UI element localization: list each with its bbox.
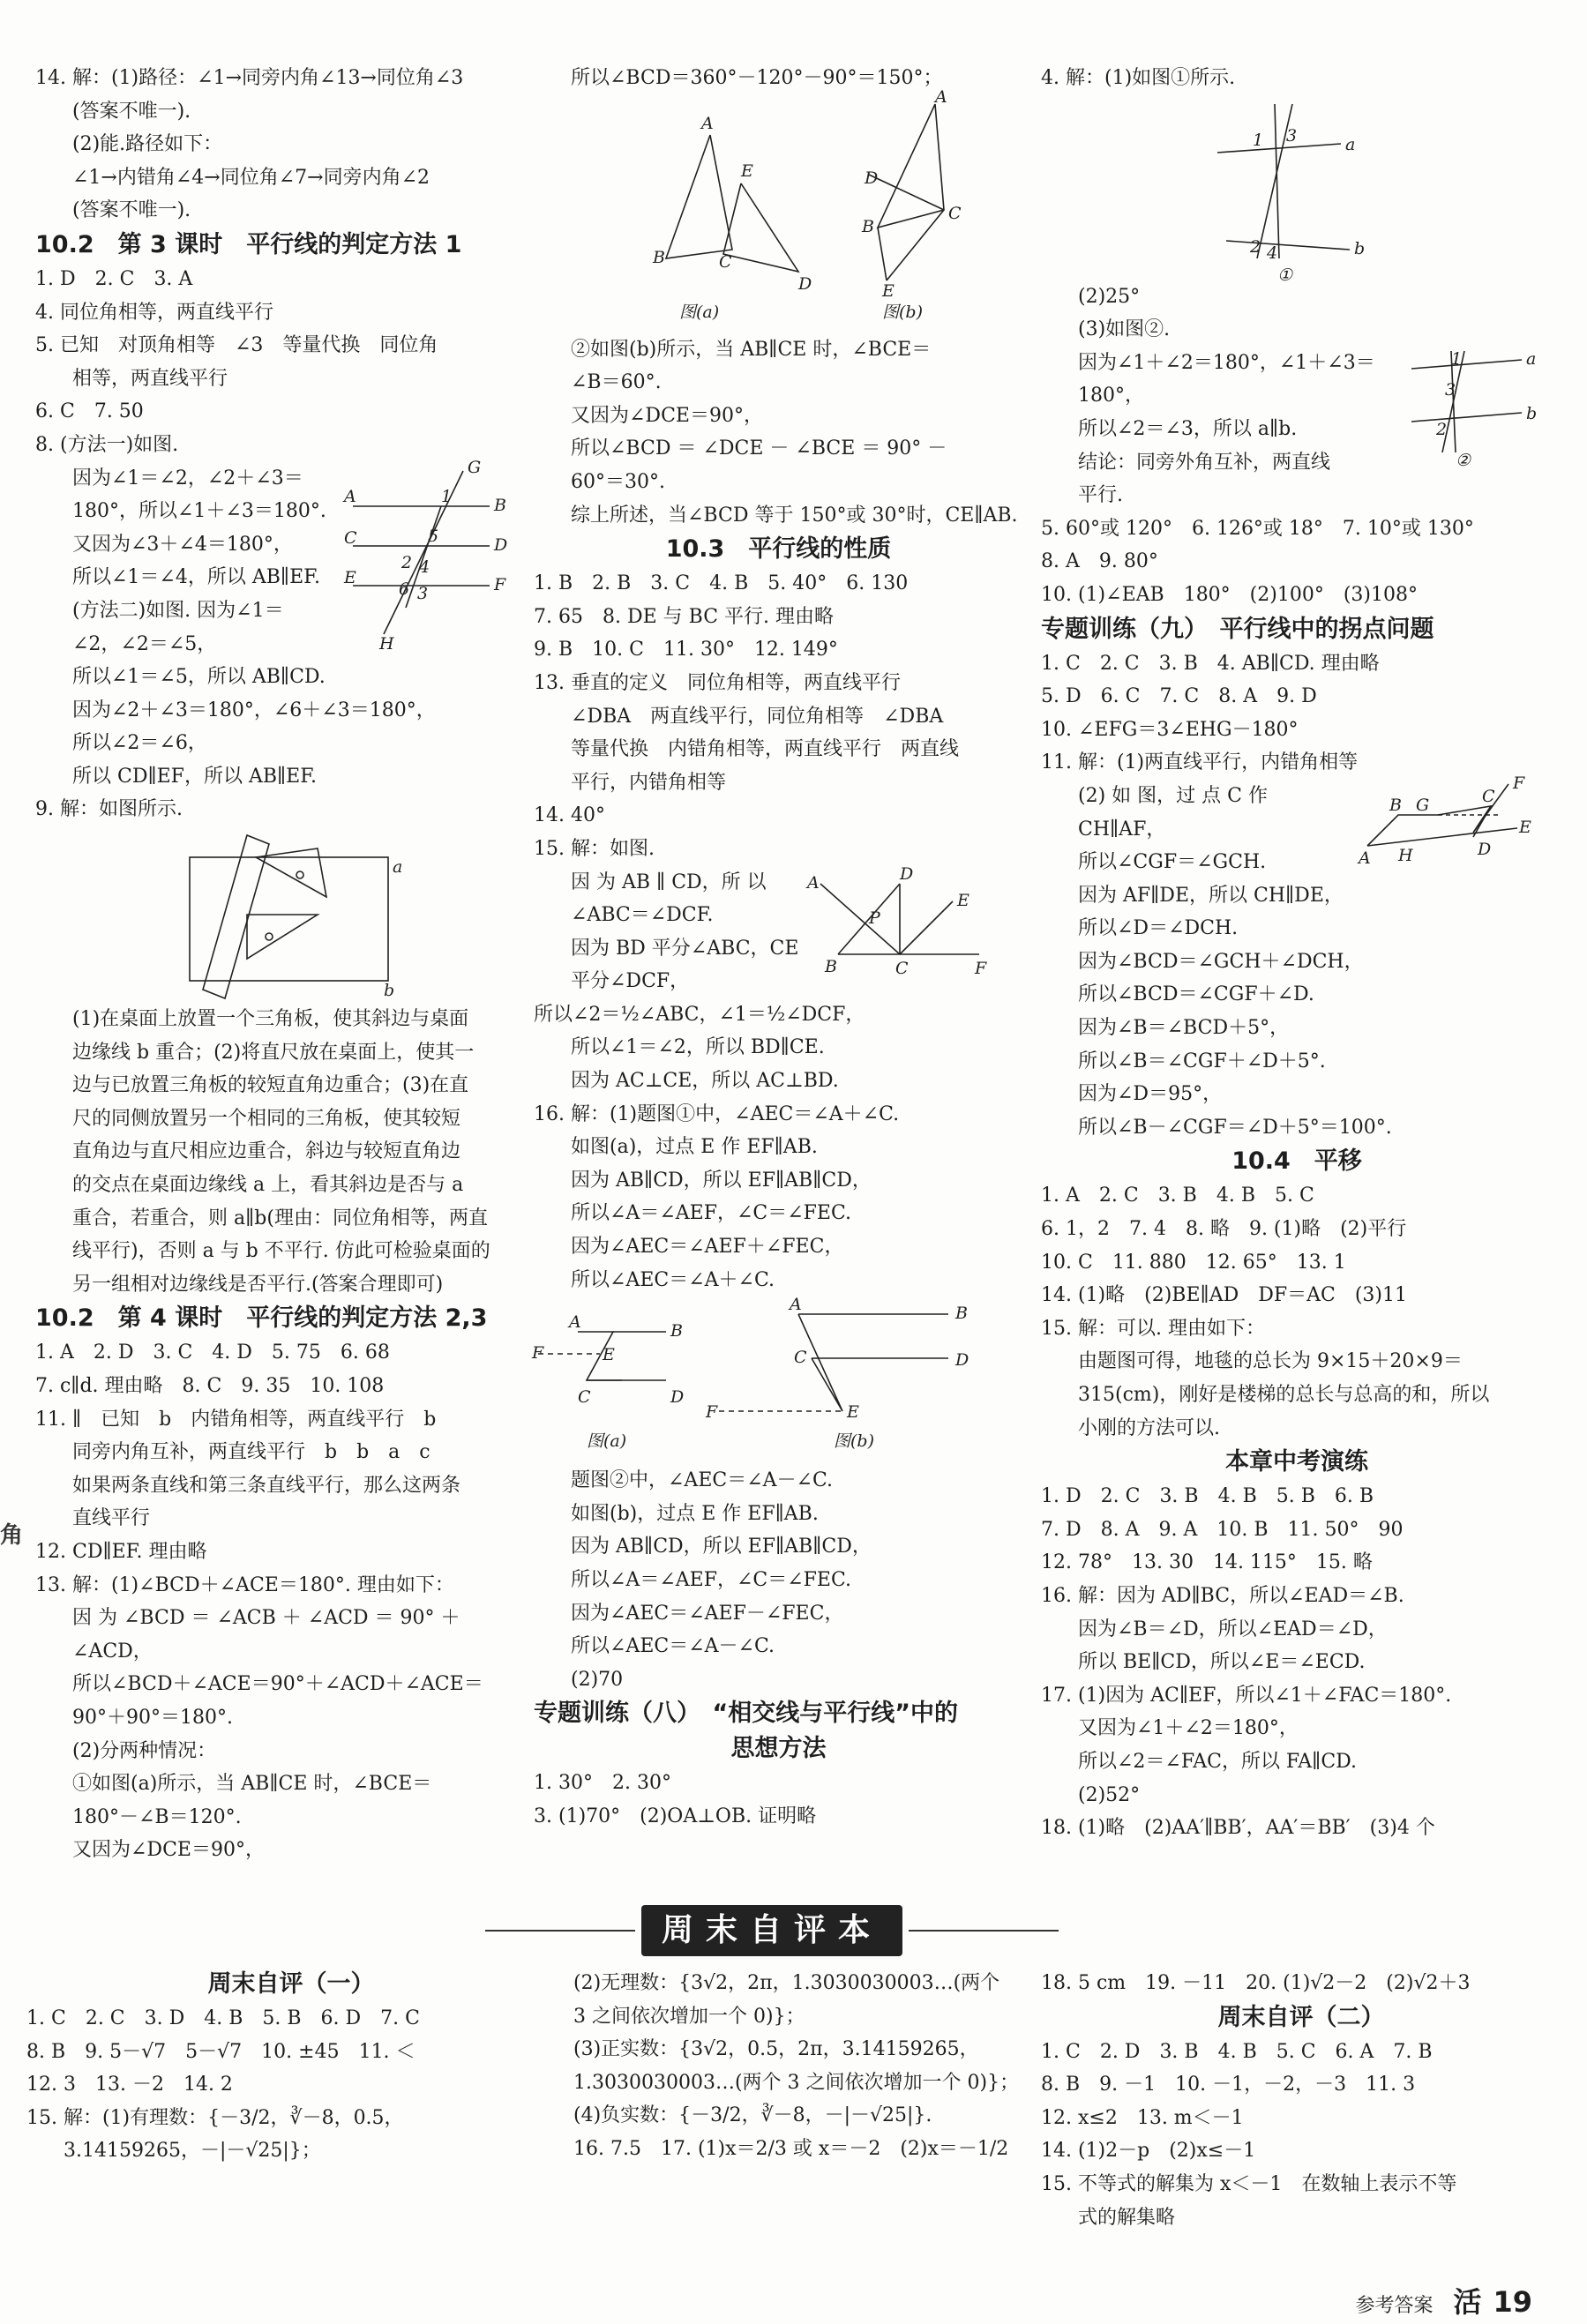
svg-text:H: H: [1398, 845, 1413, 865]
answer-line: 另一组相对边缘线是否平行.(答案合理即可): [72, 1273, 444, 1296]
svg-text:C: C: [344, 527, 357, 548]
answer-line: 16. 解：因为 AD∥BC，所以∠EAD＝∠B.: [1041, 1584, 1404, 1607]
weekend-column-2: [573, 1967, 1032, 2166]
answer-line: (2)25°: [1078, 285, 1141, 308]
answer-line: 的交点在桌面边缘线 a 上，看其斜边是否与 a: [72, 1174, 464, 1197]
answer-line: 15. 解：(1)有理数：{－3/2，∛－8，0.5，: [26, 2106, 404, 2129]
figure-8: [344, 457, 520, 654]
answer-line: (1)在桌面上放置一个三角板，使其斜边与桌面: [72, 1008, 469, 1031]
answer-line: 8. (方法一)如图.: [35, 433, 179, 456]
answer-line: 因为∠AEC＝∠AEF－∠FEC，: [571, 1602, 844, 1625]
answer-line: 9. B 10. C 11. 30° 12. 149°: [534, 639, 838, 661]
answer-line: ∠ABC＝∠DCF.: [571, 904, 714, 927]
answer-line: 所以∠2＝∠FAC，所以 FA∥CD.: [1078, 1750, 1358, 1773]
answer-line: (答案不唯一).: [72, 100, 191, 123]
answer-line: 因为 AC⊥CE，所以 AC⊥BD.: [571, 1070, 839, 1093]
section-heading: 思想方法: [730, 1735, 827, 1763]
answer-line: 11. ∥ 已知 b 内错角相等，两直线平行 b: [35, 1408, 437, 1431]
svg-text:F: F: [975, 958, 987, 978]
svg-text:B: B: [955, 1304, 968, 1324]
answer-line: 式的解集略: [1078, 2206, 1176, 2229]
figure-16-a-b: [534, 1297, 1023, 1464]
answer-line: 结论：同旁外角互补，两直线: [1078, 451, 1331, 474]
answer-line: 7. 65 8. DE 与 BC 平行. 理由略: [534, 605, 835, 628]
svg-text:1: 1: [1253, 130, 1264, 150]
answer-line: 12. CD∥EF. 理由略: [35, 1540, 207, 1563]
answer-line: 所以∠A＝∠AEF，∠C＝∠FEC.: [571, 1569, 852, 1591]
answer-line: 5. 已知 对顶角相等 ∠3 等量代换 同位角: [35, 334, 438, 357]
answer-line: (3)如图②.: [1078, 318, 1171, 341]
fig-caption-a: 图(a): [587, 1431, 627, 1452]
answer-line: 相等，两直线平行: [72, 367, 228, 390]
answer-line: 8. B 9. －1 10. －1，－2，－3 11. 3: [1041, 2074, 1416, 2096]
answer-line: 180°，所以∠1＋∠3＝180°.: [72, 500, 326, 523]
answer-line: 又因为∠DCE＝90°，: [571, 404, 763, 427]
weekend-column-3: [1041, 1967, 1561, 2234]
answer-line: 因为∠2＋∠3＝180°，∠6＋∠3＝180°，: [72, 699, 436, 721]
answer-line: 4. 解：(1)如图①所示.: [1041, 67, 1236, 89]
answer-line: 12. 78° 13. 30 14. 115° 15. 略: [1041, 1551, 1373, 1574]
svg-text:E: E: [957, 890, 969, 910]
answer-line: (2)能.路径如下：: [72, 133, 223, 156]
svg-text:4: 4: [1267, 243, 1278, 263]
section-heading: 周末自评（二）: [1217, 2003, 1385, 2031]
svg-text:3: 3: [1286, 125, 1298, 146]
figure-ruler-triangle: [35, 826, 529, 1003]
figure-13-a-b: [534, 86, 1023, 333]
section-heading: 本章中考演练: [1225, 1448, 1368, 1476]
svg-text:B: B: [862, 216, 874, 236]
svg-text:C: C: [794, 1348, 807, 1368]
answer-column-2: [534, 62, 1023, 1834]
answer-line: 3.14159265，－|－√25|}；: [64, 2140, 321, 2163]
svg-text:C: C: [578, 1387, 591, 1408]
answer-line: 所以∠BCD ＝ ∠DCE － ∠BCE ＝ 90° －: [571, 437, 947, 460]
answer-line: 所以∠A＝∠AEF，∠C＝∠FEC.: [571, 1202, 852, 1225]
svg-text:A: A: [569, 1312, 581, 1333]
answer-line: 13. 垂直的定义 同位角相等，两直线平行: [534, 671, 901, 694]
svg-text:F: F: [532, 1343, 544, 1364]
svg-text:A: A: [1359, 848, 1371, 868]
svg-text:C: C: [948, 203, 962, 223]
svg-text:B: B: [825, 956, 837, 976]
answer-line: 因为∠D＝95°，: [1078, 1083, 1223, 1106]
fig-caption-2: ②: [1456, 450, 1471, 470]
page-number: 19: [1493, 2285, 1532, 2319]
answer-line: 小刚的方法可以.: [1078, 1416, 1220, 1439]
svg-text:C: C: [1482, 786, 1495, 806]
section-heading: 专题训练（八） “相交线与平行线”中的: [534, 1700, 958, 1728]
svg-text:b: b: [384, 981, 395, 1001]
answer-line: 1. A 2. C 3. B 4. B 5. C: [1041, 1184, 1314, 1207]
svg-text:H: H: [379, 633, 394, 654]
answer-line: 3. (1)70° (2)OA⊥OB. 证明略: [534, 1805, 817, 1827]
answer-line: 所以∠BCD＝∠CGF＋∠D.: [1078, 983, 1314, 1006]
answer-line: 16. 7.5 17. (1)x＝2/3 或 x＝－2 (2)x＝－1/2: [573, 2137, 1009, 2160]
svg-text:C: C: [895, 958, 909, 978]
svg-text:a: a: [393, 857, 403, 878]
answer-line: 等量代换 内错角相等，两直线平行 两直线: [571, 738, 960, 761]
weekend-column-1: [26, 1967, 556, 2168]
answer-line: 所以∠AEC＝∠A－∠C.: [571, 1635, 775, 1658]
svg-text:a: a: [1526, 348, 1537, 369]
svg-text:F: F: [1513, 773, 1525, 793]
svg-text:D: D: [955, 1350, 969, 1371]
answer-line: 因为∠B＝∠D，所以∠EAD＝∠D，: [1078, 1618, 1388, 1640]
answer-line: 所以∠D＝∠DCH.: [1078, 917, 1239, 940]
answer-line: 尺的同侧放置另一个相同的三角板，使其较短: [72, 1107, 461, 1130]
answer-line: 1. C 2. C 3. B 4. AB∥CD. 理由略: [1041, 652, 1380, 675]
answer-line: 所以∠1＝∠2，所以 BD∥CE.: [571, 1036, 825, 1059]
svg-text:E: E: [1519, 817, 1531, 837]
answer-column-3: [1041, 62, 1553, 1845]
svg-text:F: F: [706, 1402, 718, 1423]
answer-line: 12. x≤2 13. m＜－1: [1041, 2106, 1244, 2129]
answer-line: 又因为∠DCE＝90°，: [72, 1839, 265, 1862]
answer-line: 所以∠B＝∠CGF＋∠D＋5°.: [1078, 1050, 1326, 1072]
answer-line: 17. (1)因为 AC∥EF，所以∠1＋∠FAC＝180°.: [1041, 1684, 1452, 1707]
answer-line: 90°＋90°＝180°.: [72, 1706, 233, 1729]
answer-line: 1.3030030003…(两个 3 之间依次增加一个 0)}；: [573, 2071, 1020, 2094]
answer-line: 60°＝30°.: [571, 470, 665, 493]
svg-text:D: D: [900, 863, 914, 884]
answer-line: 13. 解：(1)∠BCD＋∠ACE＝180°. 理由如下：: [35, 1573, 454, 1596]
answer-line: 题图②中，∠AEC＝∠A－∠C.: [571, 1469, 834, 1492]
answer-line: 因为 AB∥CD，所以 EF∥AB∥CD，: [571, 1169, 872, 1192]
answer-line: 8. A 9. 80°: [1041, 550, 1158, 573]
svg-text:b: b: [1354, 238, 1366, 258]
svg-text:A: A: [701, 113, 714, 133]
banner-title: 周末自评本: [641, 1905, 902, 1956]
footer-badge: 活: [1453, 2285, 1482, 2319]
answer-line: 因为∠BCD＝∠GCH＋∠DCH，: [1078, 950, 1364, 973]
svg-text:B: B: [1389, 795, 1402, 815]
answer-line: 180°，: [1078, 385, 1144, 407]
answer-line: 所以∠AEC＝∠A＋∠C.: [571, 1268, 775, 1291]
answer-line: 平分∠DCF，: [571, 970, 690, 993]
answer-line: 1. 30° 2. 30°: [534, 1772, 671, 1795]
svg-text:2: 2: [1250, 236, 1261, 257]
answer-line: 9. 解：如图所示.: [35, 798, 183, 821]
answer-line: (2)70: [571, 1668, 624, 1691]
answer-line: 15. 解：如图.: [534, 837, 655, 860]
svg-text:5: 5: [428, 526, 439, 546]
svg-text:b: b: [1526, 403, 1538, 423]
answer-line: 同旁内角互补，两直线平行 b b a c: [72, 1441, 430, 1464]
answer-line: 由题图可得，地毯的总长为 9×15＋20×9＝: [1078, 1350, 1463, 1373]
answer-line: 所以∠2＝∠3，所以 a∥b.: [1078, 417, 1298, 440]
answer-line: 所以∠2＝∠6，: [72, 732, 207, 755]
answer-line: 7. D 8. A 9. A 10. B 11. 50° 90: [1041, 1518, 1404, 1541]
answer-line: 如图(a)，过点 E 作 EF∥AB.: [571, 1136, 818, 1159]
answer-line: (2) 如 图，过 点 C 作 A B G C H D F E: [1041, 780, 1553, 813]
answer-line: 因为∠B＝∠BCD＋5°，: [1078, 1017, 1290, 1040]
answer-line: (答案不唯一).: [72, 199, 191, 222]
answer-line: 11. 解：(1)两直线平行，内错角相等: [1041, 751, 1359, 774]
answer-line: ②如图(b)所示，当 AB∥CE 时，∠BCE＝: [571, 338, 932, 361]
fig-caption-b: 图(b): [834, 1431, 874, 1452]
section-heading: 周末自评（一）: [207, 1970, 375, 1998]
answer-line: 6. 1，2 7. 4 8. 略 9. (1)略 (2)平行: [1041, 1218, 1407, 1241]
answer-line: 4. 同位角相等，两直线平行: [35, 301, 273, 324]
answer-line: 因为∠1＝∠2，∠2＋∠3＝ A B C D E F G H 1 5 2 4 6 3: [35, 462, 529, 496]
answer-line: 所以∠BCD＝360°－120°－90°＝150°；: [571, 67, 943, 89]
answer-line: 直线平行: [72, 1507, 151, 1530]
fig-caption-1: ①: [1277, 265, 1293, 285]
svg-text:P: P: [869, 908, 880, 928]
svg-text:A: A: [790, 1295, 802, 1315]
svg-text:3: 3: [1445, 379, 1456, 400]
svg-text:A: A: [807, 872, 820, 893]
answer-line: CH∥AF，: [1078, 818, 1166, 841]
answer-line: 平行，内错角相等: [571, 771, 727, 794]
section-heading: 10.4 平移: [1231, 1147, 1362, 1176]
answer-line: 10. (1)∠EAB 180° (2)100° (3)108°: [1041, 583, 1418, 606]
svg-text:1: 1: [1451, 348, 1463, 369]
answer-line: 平行.: [1078, 484, 1123, 507]
answer-line: 所以∠CGF＝∠GCH.: [1078, 851, 1267, 874]
figure-15: [803, 863, 997, 981]
svg-text:B: B: [494, 495, 506, 515]
answer-line: 所以∠B－∠CGF＝∠D＋5°＝100°.: [1078, 1116, 1392, 1139]
svg-text:A: A: [344, 486, 356, 506]
answer-line: ∠DBA 两直线平行，同位角相等 ∠DBA: [571, 705, 944, 728]
answer-line: 14. 解：(1)路径：∠1→同旁内角∠13→同位角∠3: [35, 67, 464, 89]
section-heading: 专题训练（九） 平行线中的拐点问题: [1041, 615, 1434, 643]
answer-line: 8. B 9. 5－√7 5－√7 10. ±45 11. ＜: [26, 2040, 415, 2063]
svg-text:E: E: [603, 1345, 615, 1365]
answer-line: 所以 CD∥EF，所以 AB∥EF.: [72, 765, 318, 788]
svg-text:C: C: [719, 251, 732, 272]
svg-text:4: 4: [419, 557, 430, 577]
answer-line: 1. A 2. D 3. C 4. D 5. 75 6. 68: [35, 1341, 390, 1364]
answer-line: 因 为 AB ∥ CD，所 以 A D P B C E F: [534, 866, 1023, 900]
answer-line: 边缘线 b 重合；(2)将直尺放在桌面上，使其一: [72, 1041, 475, 1064]
svg-text:E: E: [882, 280, 895, 301]
answer-line: ①如图(a)所示，当 AB∥CE 时，∠BCE＝: [72, 1773, 432, 1796]
answer-line: 所以∠1＝∠5，所以 AB∥CD.: [72, 666, 326, 689]
answer-line: 如果两条直线和第三条直线平行，那么这两条: [72, 1474, 461, 1497]
svg-text:D: D: [798, 273, 812, 294]
answer-line: ∠ACD，: [72, 1640, 153, 1663]
answer-line: 所以 BE∥CD，所以∠E＝∠ECD.: [1078, 1651, 1366, 1674]
answer-line: (2)分两种情况：: [72, 1739, 217, 1762]
answer-line: 边与已放置三角板的较短直角边重合；(3)在直: [72, 1074, 469, 1097]
section-heading: 10.2 第 4 课时 平行线的判定方法 2,3: [35, 1304, 488, 1333]
svg-text:A: A: [935, 86, 947, 107]
answer-line: 14. 40°: [534, 804, 605, 827]
answer-line: 重合，若重合，则 a∥b(理由：同位角相等，两直: [72, 1207, 488, 1229]
answer-line: 如图(b)，过点 E 作 EF∥AB.: [571, 1502, 819, 1525]
answer-line: (4)负实数：{－3/2，∛－8，－|－√25|}.: [573, 2104, 932, 2127]
answer-line: 因为∠AEC＝∠AEF＋∠FEC，: [571, 1236, 844, 1259]
answer-line: 1. C 2. C 3. D 4. B 5. B 6. D 7. C: [26, 2007, 420, 2029]
answer-line: ∠1→内错角∠4→同位角∠7→同旁内角∠2: [72, 166, 430, 189]
answer-line: 10. C 11. 880 12. 65° 13. 1: [1041, 1251, 1346, 1274]
figure-4-2: [1403, 347, 1544, 470]
svg-text:2: 2: [1436, 419, 1448, 439]
answer-line: 180°－∠B＝120°.: [72, 1805, 242, 1828]
page-footer: [1355, 2280, 1532, 2320]
answer-line: 所以∠1＝∠4，所以 AB∥EF.: [72, 566, 320, 589]
answer-line: 因为 AB∥CD，所以 EF∥AB∥CD，: [571, 1536, 872, 1558]
svg-text:6: 6: [399, 579, 410, 599]
answer-line: 5. 60°或 120° 6. 126°或 18° 7. 10°或 130°: [1041, 517, 1474, 540]
answer-line: 14. (1)略 (2)BE∥AD DF＝AC (3)11: [1041, 1284, 1408, 1307]
answer-line: 16. 解：(1)题图①中，∠AEC＝∠A＋∠C.: [534, 1102, 900, 1125]
answer-line: 5. D 6. C 7. C 8. A 9. D: [1041, 685, 1317, 708]
answer-line: 6. C 7. 50: [35, 400, 144, 423]
svg-text:G: G: [1416, 795, 1430, 815]
answer-line: ∠B＝60°.: [571, 371, 662, 394]
answer-line: 14. (1)2－p (2)x≤－1: [1041, 2140, 1256, 2163]
answer-line: 1. B 2. B 3. C 4. B 5. 40° 6. 130: [534, 572, 909, 595]
section-heading: 10.3 平行线的性质: [665, 535, 892, 564]
answer-line: 12. 3 13. －2 14. 2: [26, 2074, 233, 2096]
fig-caption-b: 图(b): [882, 302, 923, 322]
answer-line: ∠2，∠2＝∠5，: [72, 632, 217, 655]
svg-text:D: D: [865, 168, 879, 188]
answer-line: 18. (1)略 (2)AA′∥BB′，AA′＝BB′ (3)4 个: [1041, 1817, 1435, 1840]
answer-line: 315(cm)，刚好是楼梯的总长与总高的和，所以: [1078, 1384, 1490, 1406]
answer-line: (3)正实数：{3√2，0.5，2π，3.14159265，: [573, 2038, 979, 2061]
answer-line: 所以∠2＝½∠ABC，∠1＝½∠DCF，: [534, 1003, 865, 1026]
answer-line: 因为∠1＋∠2＝180°，∠1＋∠3＝ 1 a 3 2 b ②: [1041, 347, 1553, 380]
svg-text:B: B: [670, 1321, 683, 1341]
svg-text:D: D: [1478, 839, 1492, 859]
answer-line: 因为 BD 平分∠ABC，CE: [571, 937, 799, 960]
svg-text:F: F: [494, 574, 506, 594]
answer-line: 18. 5 cm 19. －11 20. (1)√2－2 (2)√2＋3: [1041, 1972, 1471, 1994]
svg-text:D: D: [670, 1387, 685, 1408]
figure-11: [1359, 773, 1535, 877]
answer-line: 综上所述，当∠BCD 等于 150°或 30°时，CE∥AB.: [571, 504, 1018, 527]
answer-line: 3 之间依次增加一个 0)}；: [573, 2005, 805, 2028]
svg-text:E: E: [741, 161, 753, 181]
answer-line: 15. 不等式的解集为 x＜－1 在数轴上表示不等: [1041, 2172, 1457, 2195]
svg-text:1: 1: [441, 486, 453, 506]
answer-column-1: [35, 62, 529, 1867]
section-heading: 10.2 第 3 课时 平行线的判定方法 1: [35, 230, 462, 258]
svg-text:2: 2: [401, 552, 413, 572]
answer-line: (方法二)如图. 因为∠1＝: [72, 599, 284, 622]
weekend-self-assessment-banner: [485, 1905, 1059, 1958]
answer-line: 10. ∠EFG＝3∠EHG－180°: [1041, 718, 1299, 741]
answer-line: 直角边与直尺相应边重合，斜边与较短直角边: [72, 1140, 461, 1163]
answer-line: (2)52°: [1078, 1783, 1141, 1806]
svg-text:E: E: [847, 1402, 859, 1423]
svg-text:D: D: [494, 534, 508, 555]
answer-line: 又因为∠1＋∠2＝180°，: [1078, 1717, 1299, 1740]
answer-line: 又因为∠3＋∠4＝180°，: [72, 533, 293, 556]
answer-line: 线平行)，否则 a 与 b 不平行. 仿此可检验桌面的: [72, 1240, 490, 1263]
svg-text:a: a: [1345, 134, 1356, 154]
answer-line: 1. C 2. D 3. B 4. B 5. C 6. A 7. B: [1041, 2040, 1433, 2063]
answer-line: 15. 解：可以. 理由如下：: [1041, 1317, 1265, 1340]
answer-line: 7. c∥d. 理由略 8. C 9. 35 10. 108: [35, 1375, 385, 1397]
figure-4-1: [1041, 95, 1553, 285]
answer-line: (2)无理数：{3√2，2π，1.3030030003…(两个: [573, 1972, 1000, 1994]
svg-text:B: B: [653, 247, 665, 267]
svg-text:G: G: [468, 457, 482, 477]
footer-label: 参考答案: [1355, 2295, 1434, 2317]
margin-glyph: 角: [0, 1522, 24, 1549]
answer-line: 所以∠BCD＋∠ACE＝90°＋∠ACD＋∠ACE＝: [72, 1673, 483, 1696]
answer-line: 1. D 2. C 3. B 4. B 5. B 6. B: [1041, 1485, 1374, 1508]
svg-text:3: 3: [417, 583, 429, 603]
answer-line: 因为 AF∥DE，所以 CH∥DE，: [1078, 884, 1344, 907]
svg-text:E: E: [344, 567, 356, 587]
fig-caption-a: 图(a): [679, 302, 720, 322]
answer-line: 因 为 ∠BCD ＝ ∠ACB ＋ ∠ACD ＝ 90° ＋: [72, 1607, 460, 1630]
answer-line: 1. D 2. C 3. A: [35, 267, 193, 290]
